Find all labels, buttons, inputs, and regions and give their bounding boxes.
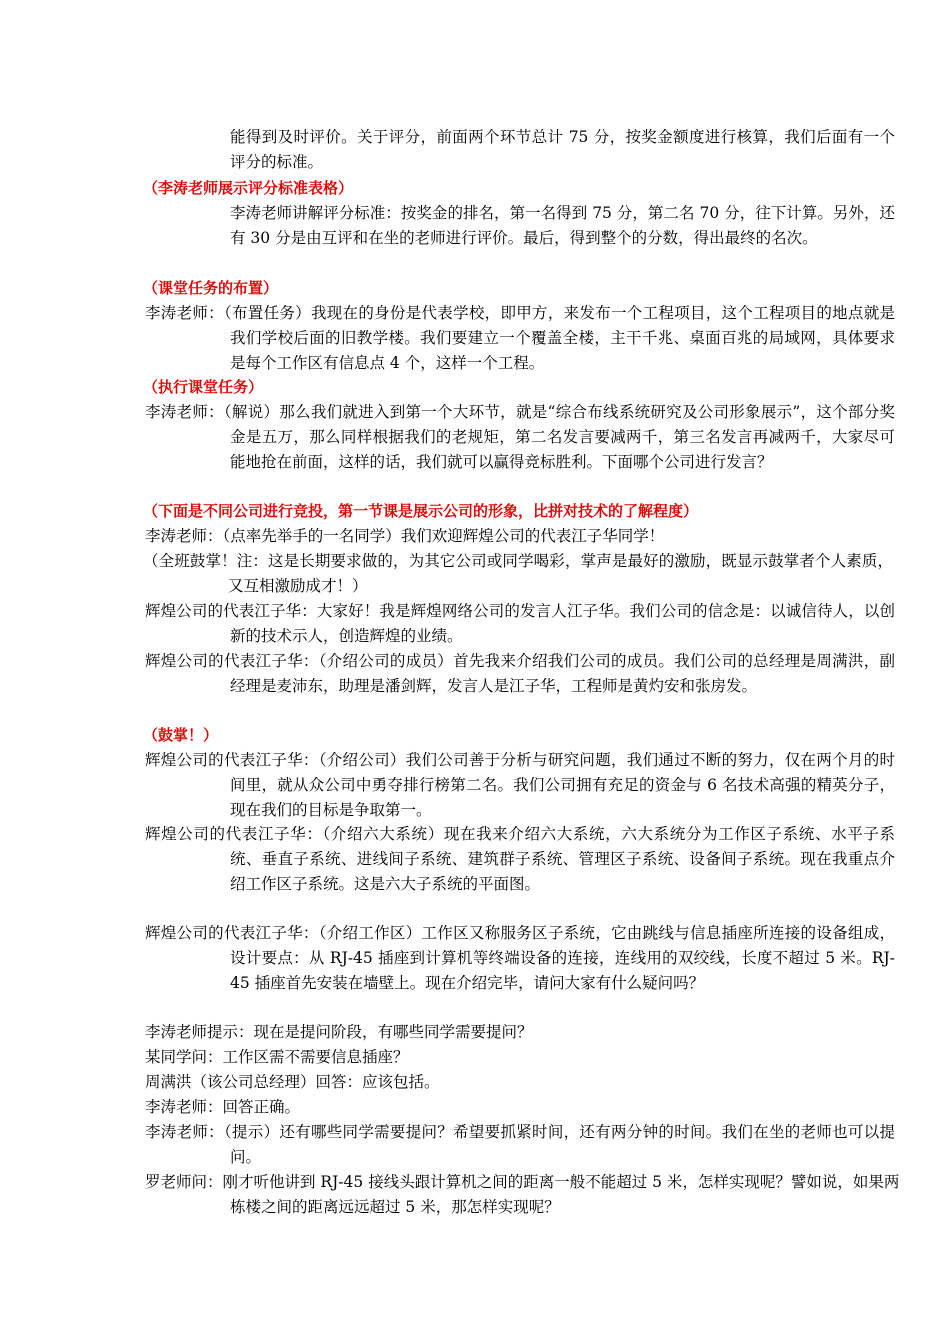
paragraph-question-prompt: 李涛老师提示：现在是提问阶段，有哪些同学需要提问？	[145, 1023, 533, 1041]
paragraph-applause-note: （全班鼓掌！注：这是长期要求做的，为其它公司或同学喝彩，掌声是最好的激励，既显示鼓掌者个人素质，又互相激励成才！）	[143, 552, 893, 595]
paragraph-scoring-intro: 能得到及时评价。关于评分，前面两个环节总计 75 分，按奖金额度进行核算，我们后面有一个评分的标准。	[230, 128, 895, 171]
paragraph-teacher-confirm: 李涛老师：回答正确。	[145, 1098, 301, 1116]
paragraph-first-stage: 李涛老师：（解说）那么我们就进入到第一个大环节，就是“综合布线系统研究及公司形象展示”，这个部分奖金是五万，那么同样根据我们的老规矩，第二名发言要减两千，第三名发言再减两千，大家尽可能地抢在前面，这样的话，我们就可以赢得竞标胜利。下面哪个公司进行发言？	[145, 403, 895, 471]
paragraph-manager-answer: 周满洪（该公司总经理）回答：应该包括。	[145, 1073, 440, 1091]
paragraph-student-question: 某同学问：工作区需不需要信息插座？	[145, 1048, 409, 1066]
heading-task-assignment: （课堂任务的布置）	[143, 279, 279, 297]
heading-execute-task: （执行课堂任务）	[143, 378, 264, 396]
heading-company-bidding: （下面是不同公司进行竞投，第一节课是展示公司的形象，比拼对技术的了解程度）	[143, 502, 699, 520]
paragraph-work-area: 辉煌公司的代表江子华：（介绍工作区）工作区又称服务区子系统，它由跳线与信息插座所连接的设备组成，设计要点：从 RJ-45 插座到计算机等终端设备的连接，连线用的双绞线，长度不超过 5 米。RJ-45 插座首先安装在墙壁上。现在介绍完毕，请问大家有什么疑问吗？	[145, 924, 895, 992]
paragraph-teacher-luo-question: 罗老师问：刚才听他讲到 RJ-45 接线头跟计算机之间的距离一般不能超过 5 米，怎样实现呢？譬如说，如果两栋楼之间的距离远远超过 5 米，那怎样实现呢？	[145, 1173, 900, 1216]
paragraph-company-greeting: 辉煌公司的代表江子华：大家好！我是辉煌网络公司的发言人江子华。我们公司的信念是：以诚信待人，以创新的技术示人，创造辉煌的业绩。	[145, 602, 895, 645]
paragraph-scoring-explanation: 李涛老师讲解评分标准：按奖金的排名，第一名得到 75 分，第二名 70 分，往下计算。另外，还有 30 分是由互评和在坐的老师进行评价。最后，得到整个的分数，得出最终的名次。	[230, 204, 895, 247]
paragraph-welcome-speaker: 李涛老师：（点率先举手的一名同学）我们欢迎辉煌公司的代表江子华同学！	[145, 527, 665, 545]
paragraph-more-questions: 李涛老师：（提示）还有哪些同学需要提问？希望要抓紧时间，还有两分钟的时间。我们在坐的老师也可以提问。	[145, 1123, 895, 1166]
paragraph-company-intro: 辉煌公司的代表江子华：（介绍公司）我们公司善于分析与研究问题，我们通过不断的努力，仅在两个月的时间里，就从众公司中勇夺排行榜第二名。我们公司拥有充足的资金与 6 名技术高强的精英分子，现在我们的目标是争取第一。	[145, 751, 895, 819]
heading-applause: （鼓掌！）	[143, 726, 219, 744]
paragraph-company-members: 辉煌公司的代表江子华：（介绍公司的成员）首先我来介绍我们公司的成员。我们公司的总经理是周满洪，副经理是麦沛东，助理是潘剑辉，发言人是江子华，工程师是黄灼安和张房发。	[145, 652, 895, 695]
heading-show-scoring-table: （李涛老师展示评分标准表格）	[143, 179, 354, 197]
paragraph-task-assignment: 李涛老师：（布置任务）我现在的身份是代表学校，即甲方，来发布一个工程项目，这个工程项目的地点就是我们学校后面的旧教学楼。我们要建立一个覆盖全楼，主干千兆、桌面百兆的局域网，具体要求是每个工作区有信息点 4 个，这样一个工程。	[145, 304, 895, 372]
paragraph-six-systems: 辉煌公司的代表江子华：（介绍六大系统）现在我来介绍六大系统，六大系统分为工作区子系统、水平子系统、垂直子系统、进线间子系统、建筑群子系统、管理区子系统、设备间子系统。现在我重点介绍工作区子系统。这是六大子系统的平面图。	[145, 825, 895, 893]
